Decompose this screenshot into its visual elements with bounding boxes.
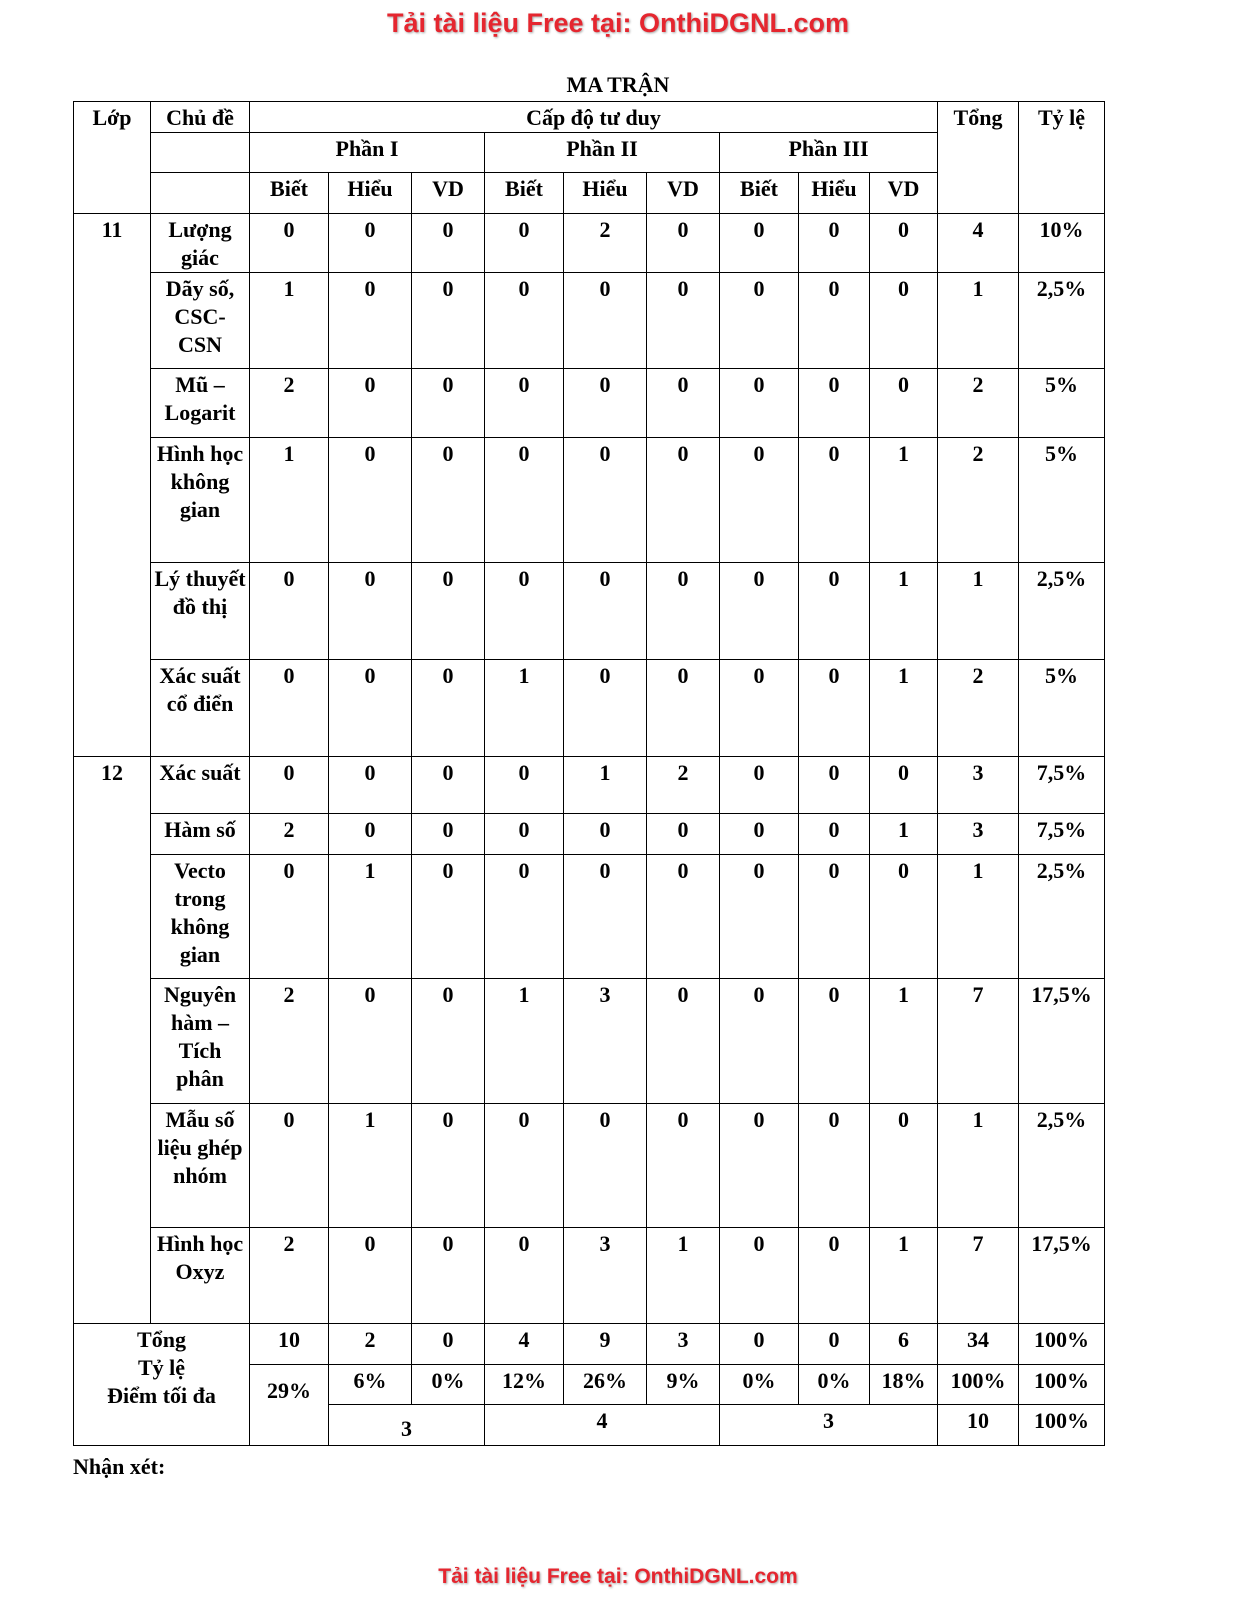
value-cell: 0 [720, 369, 799, 438]
table-row [74, 273, 1105, 369]
summary-total-ratio: 100% [1019, 1324, 1105, 1365]
summary-points-phan-1: 3 [329, 1405, 485, 1446]
value-cell: 0 [412, 814, 485, 855]
value-cell: 0 [412, 214, 485, 273]
value-cell: 0 [250, 1104, 329, 1228]
value-cell: 0 [720, 757, 799, 814]
topic-cell: Dãy số, CSC- CSN [151, 273, 250, 369]
value-cell: 0 [799, 855, 870, 979]
value-cell: 0 [647, 563, 720, 660]
total-cell: 3 [938, 757, 1019, 814]
topic-cell: Lý thuyết đồ thị [151, 563, 250, 660]
summary-ratio-cell: 0% [412, 1365, 485, 1405]
total-cell: 1 [938, 855, 1019, 979]
topic-cell: Hàm số [151, 814, 250, 855]
summary-ratio-cell: 0% [720, 1365, 799, 1405]
value-cell: 1 [485, 660, 564, 757]
value-cell: 0 [647, 855, 720, 979]
value-cell: 1 [870, 660, 938, 757]
value-cell: 0 [720, 660, 799, 757]
header-biet: Biết [720, 173, 799, 214]
summary-label-tong: Tổng [137, 1327, 186, 1352]
value-cell: 2 [647, 757, 720, 814]
matrix-table [73, 101, 1105, 1446]
table-row [74, 757, 1105, 814]
value-cell: 1 [870, 814, 938, 855]
value-cell: 0 [720, 1104, 799, 1228]
summary-ratio-cell: 6% [329, 1365, 412, 1405]
header-hieu: Hiểu [329, 173, 412, 214]
value-cell: 0 [720, 214, 799, 273]
value-cell: 0 [564, 814, 647, 855]
value-cell: 0 [329, 814, 412, 855]
summary-ratio-cell: 29% [250, 1365, 329, 1446]
summary-points-phan-3: 3 [720, 1405, 938, 1446]
value-cell: 0 [870, 1104, 938, 1228]
value-cell: 0 [329, 214, 412, 273]
value-cell: 2 [250, 1228, 329, 1324]
ratio-cell: 5% [1019, 369, 1105, 438]
topic-cell: Nguyên hàm – Tích phân [151, 979, 250, 1104]
value-cell: 0 [647, 814, 720, 855]
value-cell: 0 [329, 660, 412, 757]
topic-cell: Lượng giác [151, 214, 250, 273]
value-cell: 0 [485, 273, 564, 369]
total-cell: 2 [938, 438, 1019, 563]
total-cell: 2 [938, 369, 1019, 438]
value-cell: 0 [564, 369, 647, 438]
ratio-cell: 5% [1019, 438, 1105, 563]
total-cell: 2 [938, 660, 1019, 757]
page-title: MA TRẬN [566, 72, 670, 97]
topic-cell: Xác suất cổ điển [151, 660, 250, 757]
value-cell: 0 [647, 1104, 720, 1228]
value-cell: 0 [799, 214, 870, 273]
summary-total-cell: 9 [564, 1324, 647, 1365]
header-chu-de-blank [151, 133, 250, 173]
header-vd: VD [647, 173, 720, 214]
summary-points-ratio: 100% [1019, 1405, 1105, 1446]
value-cell: 2 [250, 369, 329, 438]
value-cell: 0 [564, 563, 647, 660]
value-cell: 0 [870, 757, 938, 814]
value-cell: 0 [485, 1228, 564, 1324]
value-cell: 1 [329, 855, 412, 979]
value-cell: 0 [720, 814, 799, 855]
value-cell: 0 [485, 757, 564, 814]
value-cell: 1 [485, 979, 564, 1104]
header-chu-de: Chủ đề [151, 102, 250, 133]
value-cell: 0 [647, 369, 720, 438]
table-row [74, 1104, 1105, 1228]
value-cell: 1 [870, 563, 938, 660]
summary-points-phan-2: 4 [485, 1405, 720, 1446]
value-cell: 0 [329, 979, 412, 1104]
value-cell: 1 [870, 1228, 938, 1324]
summary-total-cell: 6 [870, 1324, 938, 1365]
summary-total-cell: 10 [250, 1324, 329, 1365]
header-tong: Tổng [938, 102, 1019, 214]
summary-ratio-cell: 0% [799, 1365, 870, 1405]
value-cell: 2 [250, 814, 329, 855]
total-cell: 1 [938, 273, 1019, 369]
total-cell: 1 [938, 563, 1019, 660]
ratio-cell: 2,5% [1019, 855, 1105, 979]
value-cell: 0 [412, 660, 485, 757]
value-cell: 0 [329, 563, 412, 660]
value-cell: 0 [870, 214, 938, 273]
ratio-cell: 5% [1019, 660, 1105, 757]
header-biet: Biết [485, 173, 564, 214]
table-row [74, 855, 1105, 979]
value-cell: 0 [564, 660, 647, 757]
value-cell: 0 [799, 660, 870, 757]
summary-total-cell: 3 [647, 1324, 720, 1365]
ratio-cell: 2,5% [1019, 563, 1105, 660]
summary-total-cell: 0 [412, 1324, 485, 1365]
value-cell: 1 [564, 757, 647, 814]
value-cell: 0 [412, 979, 485, 1104]
value-cell: 0 [799, 1104, 870, 1228]
ratio-cell: 10% [1019, 214, 1105, 273]
value-cell: 3 [564, 979, 647, 1104]
grade-11: 11 [74, 214, 151, 757]
topic-cell: Hình học Oxyz [151, 1228, 250, 1324]
ratio-cell: 2,5% [1019, 1104, 1105, 1228]
summary-total-cell: 0 [799, 1324, 870, 1365]
value-cell: 0 [250, 660, 329, 757]
value-cell: 0 [799, 757, 870, 814]
grade-12: 12 [74, 757, 151, 1324]
value-cell: 0 [485, 855, 564, 979]
total-cell: 1 [938, 1104, 1019, 1228]
summary-label [74, 1324, 250, 1446]
topic-cell: Vecto trong không gian [151, 855, 250, 979]
summary-ratio-sum: 100% [938, 1365, 1019, 1405]
header-lop: Lớp [74, 102, 151, 214]
table-row [74, 660, 1105, 757]
value-cell: 0 [485, 563, 564, 660]
value-cell: 0 [412, 438, 485, 563]
value-cell: 2 [564, 214, 647, 273]
value-cell: 0 [329, 369, 412, 438]
summary-total-cell: 2 [329, 1324, 412, 1365]
value-cell: 0 [250, 757, 329, 814]
header-vd: VD [870, 173, 938, 214]
value-cell: 1 [870, 438, 938, 563]
bottom-banner: Tải tài liệu Free tại: OnthiDGNL.com [438, 1565, 798, 1588]
ratio-cell: 17,5% [1019, 979, 1105, 1104]
value-cell: 0 [799, 1228, 870, 1324]
value-cell: 0 [250, 563, 329, 660]
value-cell: 0 [720, 1228, 799, 1324]
header-phan-1: Phần I [250, 133, 485, 173]
value-cell: 0 [250, 855, 329, 979]
value-cell: 1 [329, 1104, 412, 1228]
header-phan-2: Phần II [485, 133, 720, 173]
ratio-cell: 7,5% [1019, 757, 1105, 814]
summary-label-tyle: Tỷ lệ [137, 1355, 186, 1380]
header-ty-le: Tỷ lệ [1019, 102, 1105, 214]
value-cell: 0 [485, 369, 564, 438]
header-phan-3: Phần III [720, 133, 938, 173]
value-cell: 0 [564, 855, 647, 979]
table-row [74, 979, 1105, 1104]
value-cell: 0 [720, 855, 799, 979]
value-cell: 2 [250, 979, 329, 1104]
value-cell: 0 [799, 814, 870, 855]
value-cell: 0 [647, 438, 720, 563]
ratio-cell: 7,5% [1019, 814, 1105, 855]
header-vd: VD [412, 173, 485, 214]
total-cell: 4 [938, 214, 1019, 273]
header-hieu: Hiểu [564, 173, 647, 214]
value-cell: 0 [412, 757, 485, 814]
ratio-cell: 2,5% [1019, 273, 1105, 369]
ratio-cell: 17,5% [1019, 1228, 1105, 1324]
value-cell: 0 [720, 563, 799, 660]
summary-ratio-ratio: 100% [1019, 1365, 1105, 1405]
value-cell: 0 [720, 438, 799, 563]
total-cell: 7 [938, 1228, 1019, 1324]
value-cell: 0 [329, 757, 412, 814]
value-cell: 1 [250, 273, 329, 369]
value-cell: 0 [564, 1104, 647, 1228]
value-cell: 0 [412, 1228, 485, 1324]
value-cell: 1 [250, 438, 329, 563]
summary-ratio-cell: 18% [870, 1365, 938, 1405]
value-cell: 0 [647, 214, 720, 273]
topic-cell: Mẫu số liệu ghép nhóm [151, 1104, 250, 1228]
header-biet: Biết [250, 173, 329, 214]
value-cell: 0 [329, 273, 412, 369]
value-cell: 3 [564, 1228, 647, 1324]
summary-ratio-cell: 12% [485, 1365, 564, 1405]
value-cell: 0 [485, 214, 564, 273]
table-row [74, 369, 1105, 438]
table-row [74, 563, 1105, 660]
value-cell: 0 [564, 438, 647, 563]
value-cell: 0 [870, 273, 938, 369]
topic-cell: Mũ – Logarit [151, 369, 250, 438]
value-cell: 0 [647, 979, 720, 1104]
header-chu-de-blank [151, 173, 250, 214]
summary-total-sum: 34 [938, 1324, 1019, 1365]
header-cap-do: Cấp độ tư duy [250, 102, 938, 133]
value-cell: 0 [412, 369, 485, 438]
table-row [74, 438, 1105, 563]
top-banner: Tải tài liệu Free tại: OnthiDGNL.com [386, 8, 850, 38]
total-cell: 3 [938, 814, 1019, 855]
value-cell: 0 [870, 369, 938, 438]
header-hieu: Hiểu [799, 173, 870, 214]
value-cell: 0 [412, 273, 485, 369]
topic-cell: Xác suất [151, 757, 250, 814]
value-cell: 0 [799, 563, 870, 660]
value-cell: 0 [870, 855, 938, 979]
summary-ratio-cell: 26% [564, 1365, 647, 1405]
value-cell: 0 [412, 855, 485, 979]
summary-row-tong [74, 1324, 1105, 1365]
value-cell: 0 [250, 214, 329, 273]
value-cell: 0 [647, 273, 720, 369]
summary-points-sum: 10 [938, 1405, 1019, 1446]
value-cell: 0 [799, 979, 870, 1104]
value-cell: 0 [485, 814, 564, 855]
summary-total-cell: 0 [720, 1324, 799, 1365]
value-cell: 0 [647, 660, 720, 757]
value-cell: 0 [412, 1104, 485, 1228]
value-cell: 0 [329, 438, 412, 563]
total-cell: 7 [938, 979, 1019, 1104]
value-cell: 0 [799, 273, 870, 369]
value-cell: 0 [485, 438, 564, 563]
topic-cell: Hình học không gian [151, 438, 250, 563]
value-cell: 0 [799, 369, 870, 438]
note-label: Nhận xét: [73, 1454, 166, 1479]
value-cell: 0 [720, 979, 799, 1104]
value-cell: 0 [799, 438, 870, 563]
summary-ratio-cell: 9% [647, 1365, 720, 1405]
value-cell: 0 [329, 1228, 412, 1324]
value-cell: 1 [647, 1228, 720, 1324]
table-row [74, 214, 1105, 273]
value-cell: 1 [870, 979, 938, 1104]
value-cell: 0 [412, 563, 485, 660]
value-cell: 0 [485, 1104, 564, 1228]
summary-total-cell: 4 [485, 1324, 564, 1365]
table-row [74, 1228, 1105, 1324]
value-cell: 0 [564, 273, 647, 369]
table-row [74, 814, 1105, 855]
summary-label-diem: Điểm tối đa [107, 1383, 216, 1408]
value-cell: 0 [720, 273, 799, 369]
